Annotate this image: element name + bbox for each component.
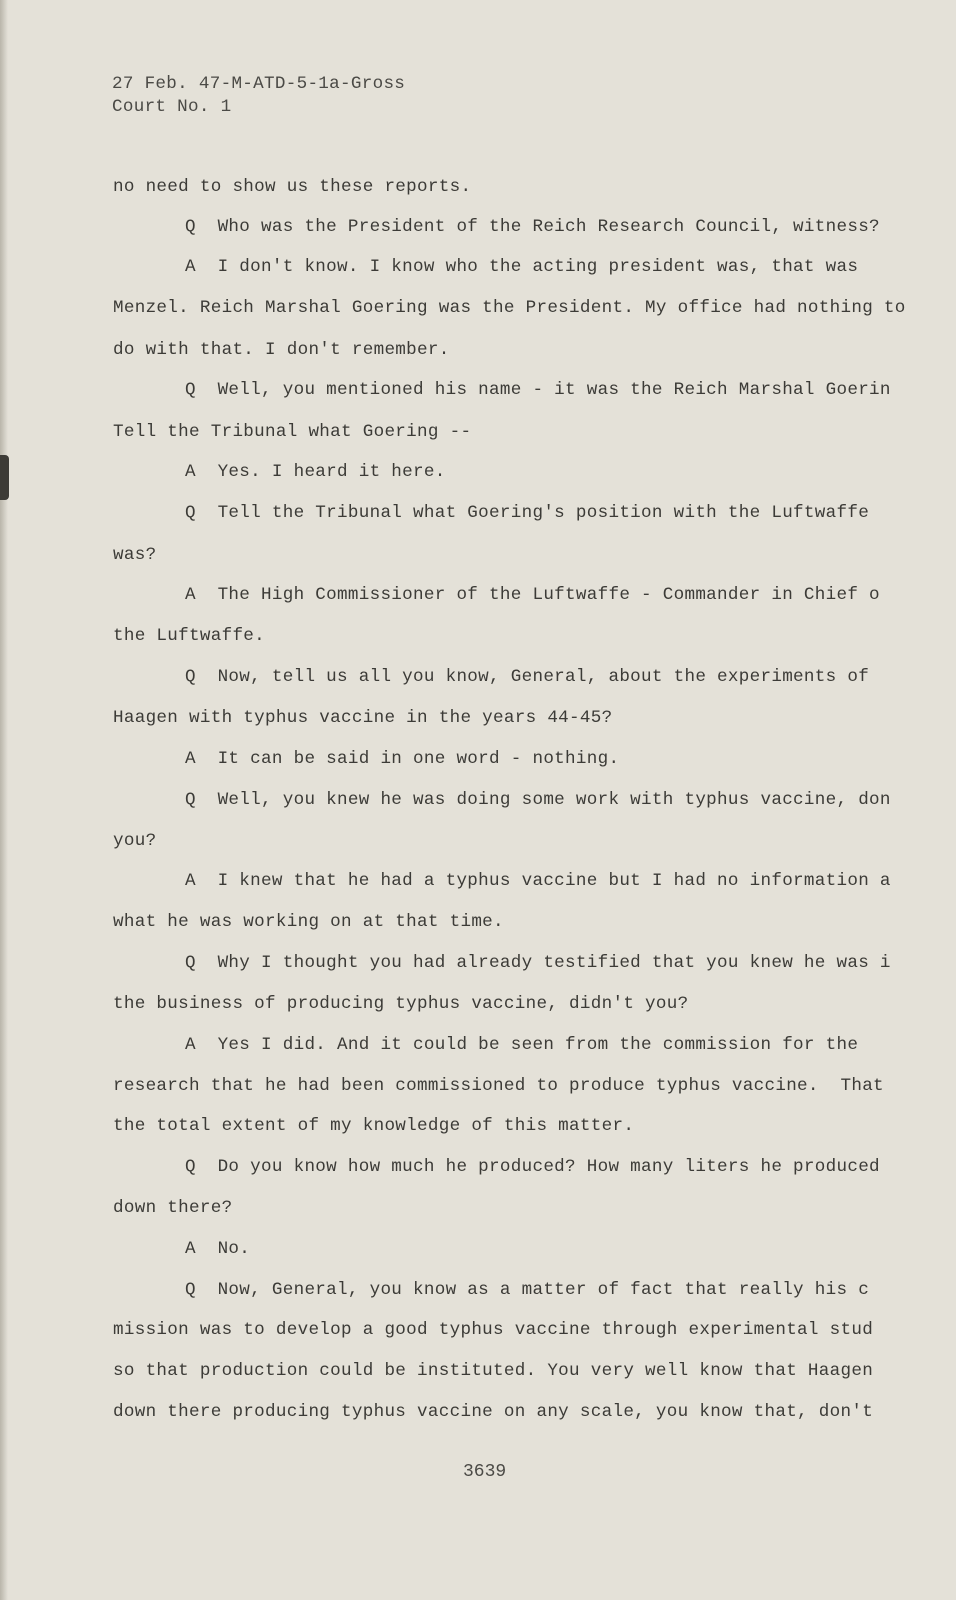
transcript-line: the total extent of my knowledge of this matter. (113, 1116, 635, 1136)
transcript-line: Menzel. Reich Marshal Goering was the President. My office had nothing to (113, 298, 906, 318)
transcript-line: Q Now, tell us all you know, General, about the experiments of (185, 667, 870, 687)
transcript-line: Q Who was the President of the Reich Research Council, witness? (185, 217, 880, 237)
transcript-line: do with that. I don't remember. (113, 340, 450, 360)
transcript-line: Haagen with typhus vaccine in the years 44-45? (113, 708, 613, 728)
transcript-line: A It can be said in one word - nothing. (185, 749, 620, 769)
transcript-line: no need to show us these reports. (113, 177, 472, 197)
transcript-line: down there? (113, 1198, 233, 1218)
transcript-line: down there producing typhus vaccine on any scale, you know that, don't (113, 1402, 874, 1422)
transcript-line: so that production could be instituted. You very well know that Haagen (113, 1361, 874, 1381)
transcript-line: Q Why I thought you had already testified that you knew he was i (185, 953, 891, 973)
transcript-line: A Yes. I heard it here. (185, 462, 446, 482)
transcript-line: A I knew that he had a typhus vaccine but I had no information a (185, 871, 891, 891)
transcript-line: A The High Commissioner of the Luftwaffe - Commander in Chief o (185, 585, 880, 605)
page-edge-shadow (0, 0, 8, 1600)
torn-edge-mark (0, 455, 9, 500)
transcript-line: Q Do you know how much he produced? How many liters he produced (185, 1157, 880, 1177)
transcript-line: mission was to develop a good typhus vaccine through experimental stud (113, 1320, 874, 1340)
transcript-line: A Yes I did. And it could be seen from the commission for the (185, 1035, 859, 1055)
transcript-line: you? (113, 831, 157, 851)
transcript-line: Q Now, General, you know as a matter of fact that really his c (185, 1280, 870, 1300)
transcript-line: the Luftwaffe. (113, 626, 266, 646)
header-line-2: Court No. 1 (112, 97, 232, 117)
transcript-line: A No. (185, 1239, 251, 1259)
page-number: 3639 (463, 1462, 507, 1482)
transcript-line: Q Well, you knew he was doing some work with typhus vaccine, don (185, 790, 891, 810)
transcript-line: was? (113, 545, 157, 565)
transcript-line: A I don't know. I know who the acting president was, that was (185, 257, 859, 277)
transcript-line: the business of producing typhus vaccine, didn't you? (113, 994, 689, 1014)
transcript-line: what he was working on at that time. (113, 912, 504, 932)
transcript-line: research that he had been commissioned to produce typhus vaccine. That (113, 1076, 884, 1096)
transcript-line: Q Well, you mentioned his name - it was the Reich Marshal Goerin (185, 380, 891, 400)
transcript-line: Q Tell the Tribunal what Goering's position with the Luftwaffe (185, 503, 870, 523)
header-line-1: 27 Feb. 47-M-ATD-5-1a-Gross (112, 74, 406, 94)
transcript-line: Tell the Tribunal what Goering -- (113, 422, 472, 442)
